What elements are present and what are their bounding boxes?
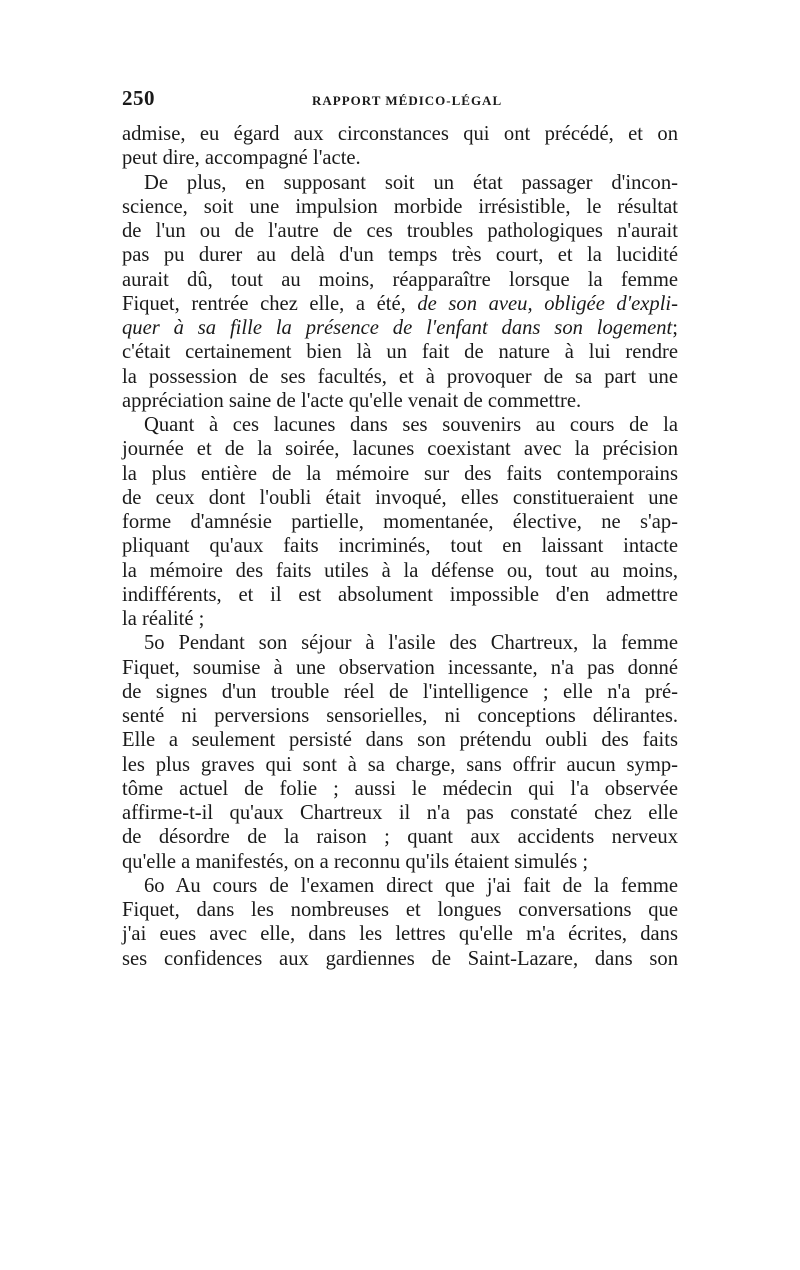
- text-line: de désordre de la raison ; quant aux accidents nerveux: [122, 826, 678, 849]
- text-line: Elle a seulement persisté dans son prétendu oubli des faits: [122, 729, 678, 752]
- text-line: indifférents, et il est absolument impossible d'en admettre: [122, 583, 678, 606]
- body-text: [122, 122, 678, 971]
- text-line: aurait dû, tout au moins, réapparaître lorsque la femme: [122, 268, 678, 291]
- text-line: qu'elle a manifestés, on a reconnu qu'ils étaient simulés ;: [122, 850, 589, 873]
- text-line: [122, 292, 678, 316]
- text-line: admise, eu égard aux circonstances qui ont précédé, et on: [122, 123, 678, 145]
- running-head: RAPPORT MÉDICO-LÉGAL: [312, 93, 503, 108]
- page-number: 250: [122, 86, 155, 110]
- text-line: de ceux dont l'oubli était invoqué, elles constitueraient une: [122, 486, 678, 509]
- italic-segment: quer à sa fille la présence de l'enfant dans son logement: [122, 317, 673, 339]
- italic-segment: de son aveu, obligée d'expli-: [417, 292, 679, 315]
- text-line: la réalité ;: [122, 608, 205, 630]
- text-line: de signes d'un trouble réel de l'intelligence ; elle n'a pré-: [122, 680, 678, 703]
- text-line: j'ai eues avec elle, dans les lettres qu'elle m'a écrites, dans: [122, 923, 678, 946]
- text-line: Quant à ces lacunes dans ses souvenirs au cours de la: [144, 414, 678, 436]
- text-segment: ;: [672, 317, 678, 339]
- text-line: ses confidences aux gardiennes de Saint-Lazare, dans son: [122, 947, 678, 970]
- text-line: la possession de ses facultés, et à provoquer de sa part une: [122, 365, 678, 388]
- text-line: journée et de la soirée, lacunes coexistant avec la précision: [122, 438, 678, 461]
- text-line: c'était certainement bien là un fait de nature à lui rendre: [122, 341, 678, 364]
- text-line: tôme actuel de folie ; aussi le médecin qui l'a observée: [122, 777, 678, 800]
- text-line: de l'un ou de l'autre de ces troubles pathologiques n'aurait: [122, 220, 678, 242]
- text-line: pliquant qu'aux faits incriminés, tout en laissant intacte: [122, 535, 678, 558]
- text-line: 6o Au cours de l'examen direct que j'ai fait de la femme: [144, 874, 678, 897]
- text-line: senté ni perversions sensorielles, ni conceptions délirantes.: [122, 705, 678, 727]
- text-line: 5o Pendant son séjour à l'asile des Chartreux, la femme: [144, 632, 678, 655]
- text-line: pas pu durer au delà d'un temps très court, et la lucidité: [122, 244, 678, 267]
- text-line: la mémoire des faits utiles à la défense ou, tout au moins,: [122, 559, 678, 582]
- text-line: les plus graves qui sont à sa charge, sans offrir aucun symp-: [122, 753, 678, 776]
- text-segment: Fiquet, rentrée chez elle, a été,: [122, 292, 418, 315]
- text-line: la plus entière de la mémoire sur des faits contemporains: [122, 462, 678, 485]
- text-line: forme d'amnésie partielle, momentanée, élective, ne s'ap-: [122, 511, 678, 533]
- book-page: [122, 86, 678, 971]
- text-line: Fiquet, dans les nombreuses et longues conversations que: [122, 899, 678, 921]
- text-line: [122, 316, 678, 340]
- text-line: affirme-t-il qu'aux Chartreux il n'a pas constaté chez elle: [122, 802, 678, 824]
- text-line: science, soit une impulsion morbide irrésistible, le résultat: [122, 195, 678, 218]
- text-line: De plus, en supposant soit un état passager d'incon-: [144, 171, 678, 194]
- text-line: appréciation saine de l'acte qu'elle venait de commettre.: [122, 389, 582, 412]
- text-line: Fiquet, soumise à une observation incessante, n'a pas donné: [122, 656, 678, 679]
- text-line: peut dire, accompagné l'acte.: [122, 147, 361, 170]
- page-header: [122, 86, 678, 122]
